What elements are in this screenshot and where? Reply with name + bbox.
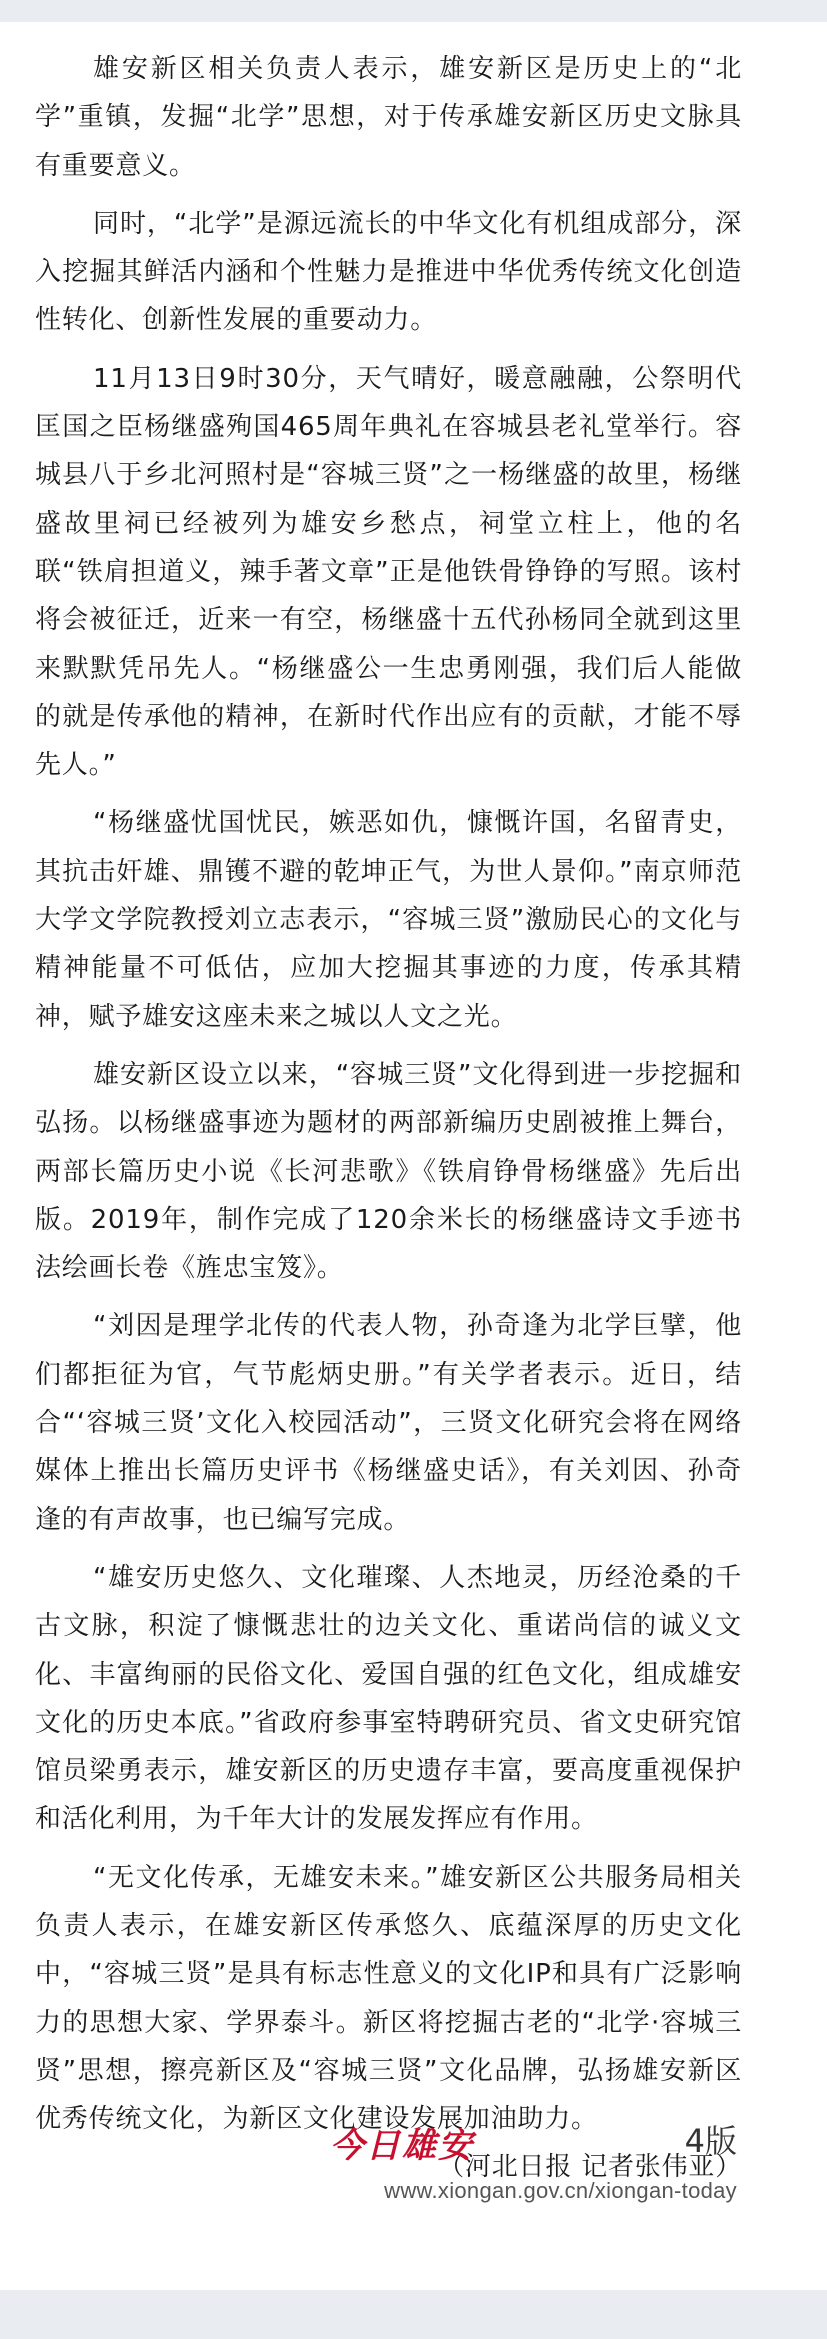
bottom-strip <box>0 2290 827 2339</box>
paragraph-1: 雄安新区相关负责人表示，雄安新区是历史上的“北学”重镇，发掘“北学”思想，对于传承雄安新区历史文脉具有重要意义。 <box>35 54 742 181</box>
paragraph-4: “杨继盛忧国忧民，嫉恶如仇，慷慨许国，名留青史，其抗击奸雄、鼎镬不避的乾坤正气，为世人景仰。”南京师范大学文学院教授刘立志表示，“容城三贤”激励民心的文化与精神能量不可低估，应加大挖掘其事迹的力度，传承其精神，赋予雄安这座未来之城以人文之光。 <box>35 808 742 1032</box>
page-number: 4版 <box>684 2122 737 2160</box>
paragraph-3: 11月13日9时30分，天气晴好，暖意融融，公祭明代匡国之臣杨继盛殉国465周年典礼在容城县老礼堂举行。容城县八于乡北河照村是“容城三贤”之一杨继盛的故里，杨继盛故里祠已经被列为雄安乡愁点，祠堂立柱上，他的名联“铁肩担道义，辣手著文章”正是他铁骨铮铮的写照。该村将会被征迁，近来一有空，杨继盛十五代孙杨同全就到这里来默默凭吊先人。“杨继盛公一生忠勇刚强，我们后人能做的就是传承他的精神，在新时代作出应有的贡献，才能不辱先人。” <box>35 363 742 781</box>
top-strip <box>0 0 827 22</box>
article-body <box>35 45 742 2192</box>
footer-url: www.xiongan.gov.cn/xiongan-today <box>384 2178 737 2203</box>
paragraph-5: 雄安新区设立以来，“容城三贤”文化得到进一步挖掘和弘扬。以杨继盛事迹为题材的两部新编历史剧被推上舞台，两部长篇历史小说《长河悲歌》《铁肩铮骨杨继盛》先后出版。2019年，制作完成了120余米长的杨继盛诗文手迹书法绘画长卷《旌忠宝笈》。 <box>35 1059 742 1284</box>
paragraph-7: “雄安历史悠久、文化璀璨、人杰地灵，历经沧桑的千古文脉，积淀了慷慨悲壮的边关文化、重诺尚信的诚义文化、丰富绚丽的民俗文化、爱国自强的红色文化，组成雄安文化的历史本底。”省政府参事室特聘研究员、省文史研究馆馆员梁勇表示，雄安新区的历史遗存丰富，要高度重视保护和活化利用，为千年大计的发展发挥应有作用。 <box>35 1562 742 1835</box>
brand-logo-text: 今日雄安 <box>330 2126 474 2166</box>
byline: （河北日报 记者张伟亚） <box>438 2152 742 2183</box>
paragraph-6: “刘因是理学北传的代表人物，孙奇逢为北学巨擘，他们都拒征为官，气节彪炳史册。”有关学者表示。近日，结合“‘容城三贤’文化入校园活动”，三贤文化研究会将在网络媒体上推出长篇历史评书《杨继盛史话》，有关刘因、孙奇逢的有声故事，也已编写完成。 <box>35 1311 742 1535</box>
paragraph-2: 同时，“北学”是源远流长的中华文化有机组成部分，深入挖掘其鲜活内涵和个性魅力是推进中华优秀传统文化创造性转化、创新性发展的重要动力。 <box>35 208 742 336</box>
paragraph-8-text: “无文化传承，无雄安未来。”雄安新区公共服务局相关负责人表示，在雄安新区传承悠久、底蕴深厚的历史文化中，“容城三贤”是具有标志性意义的文化IP和具有广泛影响力的思想大家、学界泰斗。新区将挖掘古老的“北学·容城三贤”思想，擦亮新区及“容城三贤”文化品牌，弘扬雄安新区优秀传统文化，为新区文化建设发展加油助力。 <box>35 1862 742 2135</box>
